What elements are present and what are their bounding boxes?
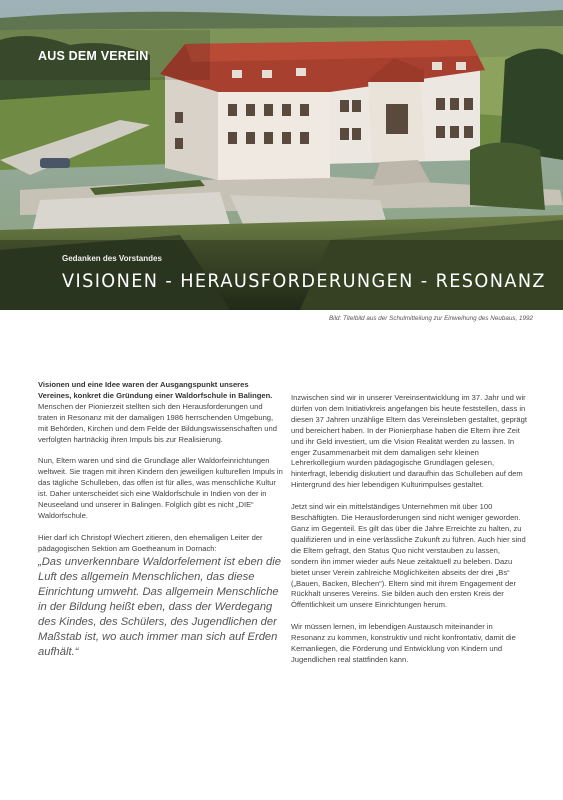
left-column <box>38 380 284 671</box>
right-column <box>291 393 527 677</box>
paragraph: Jetzt sind wir ein mittelständiges Unternehmen mit über 100 Beschäftigten. Die Herausforderungen sind nicht weniger geworden. Ganz im Gegenteil. Es gilt das über die Jahre Erreichte zu halten, zu qualifizieren und in eine verlässliche Zukunft zu führen. Auch hier sind die Eltern gefragt, den Status Quo nicht verstauben zu lassen, sondern ihn immer wieder aufs Neue zeitaktuell zu beleben. Dazu bietet unser Verein zahlreiche Möglichkeiten abseits der drei „Bs“ („Bauen, Backen, Blechen“). Eltern sind mit ihrem Engagement der Rückhalt unseres Vereins. Sie bilden auch den ersten Kreis der Öffentlichkeit um unsere Einrichtungen herum. <box>291 502 526 610</box>
school-building-aerial-photo <box>0 0 563 310</box>
pull-quote: „Das unverkennbare Waldorfelement ist eben die Luft des allgemein Menschlichen, das diese Einrichtung umweht. Das allgemein Menschliche in der Bildung heißt eben, dass der Werdegang des Kindes, des Schülers, des Jugendlichen der Maßstab ist, wo auch immer man sich auf Erden aufhält.“ <box>38 555 281 658</box>
quote-intro: Hier darf ich Christopf Wiechert zitieren, den ehemaligen Leiter der pädagogischen Sektion am Goetheanum in Dornach: <box>38 532 263 553</box>
kicker: Gedanken des Vorstandes <box>62 254 162 263</box>
paragraph: Nun, Eltern waren und sind die Grundlage aller Waldorfeinrichtungen weltweit. Sie tragen mit ihren Kindern den jeweiligen kulturellen Impuls in das tägliche Schulleben, das offen ist für alles, was menschliche Kultur ist. Daher unterscheidet sich eine Waldorfschule in Indien von der in Neuseeland und unserer in Balingen. Folglich gibt es nicht „DIE“ Waldorfschule. <box>38 456 283 520</box>
section-label: AUS DEM VEREIN <box>38 49 149 63</box>
photo-caption: Bild: Titelbild aus der Schulmitteilung zur Einweihung des Neubaus, 1992 <box>328 315 533 322</box>
lead-paragraph: Visionen und eine Idee waren der Ausgangspunkt unseres Vereines, konkret die Gründung einer Waldorfschule in Balingen. <box>38 380 273 400</box>
paragraph: Wir müssen lernen, im lebendigen Austausch miteinander in Resonanz zu kommen, konstruktiv und nicht konfrontativ, damit die Kernanliegen, die Förderung und Entwicklung von Kindern und Jugendlichen real stattfinden kann. <box>291 622 516 664</box>
headline: VISIONEN - HERAUSFORDERUNGEN - RESONANZ <box>62 270 546 292</box>
paragraph: Menschen der Pionierzeit stellten sich den Herausforderungen und traten in Resonanz mit der damaligen 1986 herrschenden Umgebung, mit Behörden, Kirchen und dem Felde der Bildungswissenschaften und verfolgten hartnäckig ihren Impuls bis zur Realisierung. <box>38 401 277 444</box>
hero-photo <box>0 0 563 310</box>
paragraph: Inzwischen sind wir in unserer Vereinsentwicklung im 37. Jahr und wir dürfen von dem Initiativkreis angefangen bis heute feststellen, dass in diesen 37 Jahren unzählige Eltern das Vereinsleben gestaltet, geprägt und bereichert haben. In der Pionierphase haben die Eltern ihre Zeit und ihr Geld investiert, um die Vision Realität werden zu lassen. In enger Zusammenarbeit mit dem damaligen sehr kleinen Lehrerkollegium wurden pädagogische Grundlagen gelesen, hinterfragt, lebendig diskutiert und daraufhin das Schulleben auf dem Hintergrund des hier lebendigen Kulturimpulses gestaltet. <box>291 393 527 490</box>
